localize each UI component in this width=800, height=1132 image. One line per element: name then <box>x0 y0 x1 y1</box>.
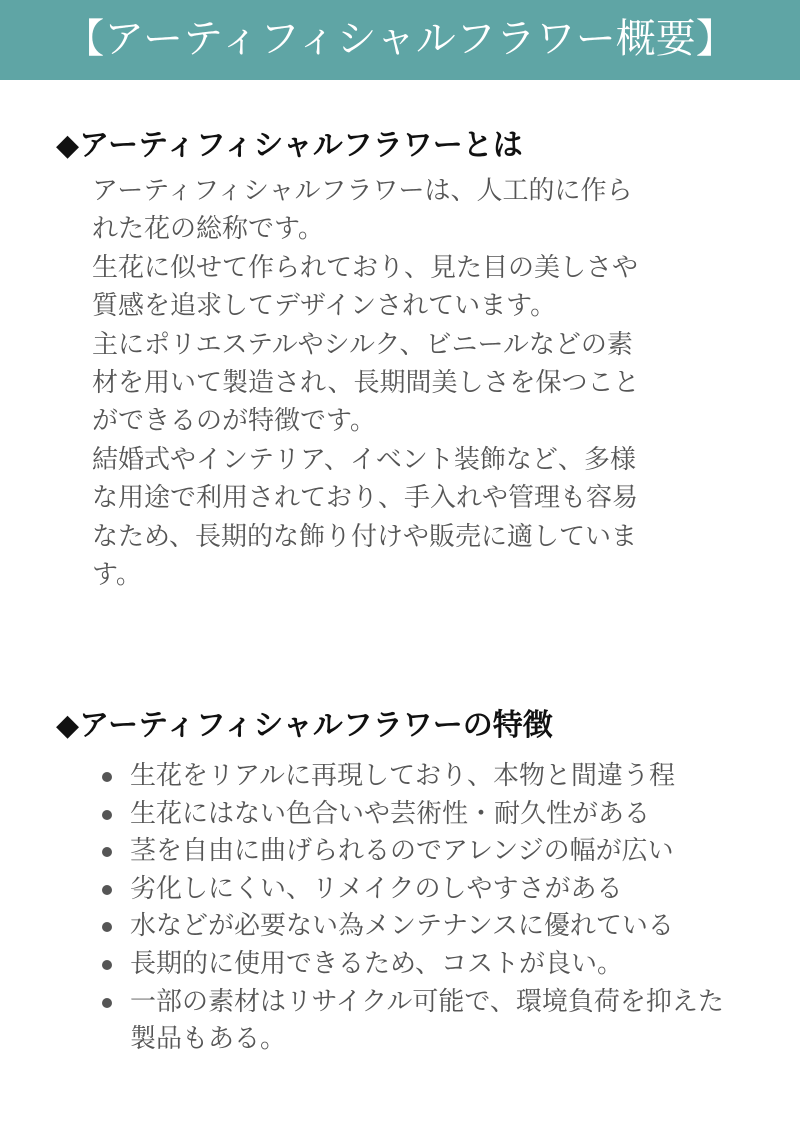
list-item-text: 水などが必要ない為メンテナンスに優れている <box>130 911 674 942</box>
bullet-icon <box>102 847 112 857</box>
list-item <box>100 758 740 796</box>
description-body <box>92 172 652 594</box>
description-paragraph: 主にポリエステルやシルク、ビニールなどの素材を用いて製造され、長期間美しさを保つことができるのが特徴です。 <box>92 329 640 437</box>
list-item <box>100 871 740 909</box>
section-heading-what-is: ◆アーティフィシャルフラワーとは <box>56 128 523 163</box>
page-title: 【アーティフィシャルフラワー概要】 <box>64 16 736 62</box>
bullet-icon <box>102 885 112 895</box>
list-item-text: 劣化しにくい、リメイクのしやすさがある <box>130 873 623 904</box>
bullet-icon <box>102 922 112 932</box>
header-band <box>0 0 800 80</box>
description-paragraph: 生花に似せて作られており、見た目の美しさや質感を追求してデザインされています。 <box>92 252 639 322</box>
list-item-text: 長期的に使用できるため、コストが良い。 <box>130 948 623 979</box>
bullet-icon <box>102 772 112 782</box>
description-paragraph: 結婚式やインテリア、イベント装飾など、多様な用途で利用されており、手入れや管理も容易なため、長期的な飾り付けや販売に適しています。 <box>92 444 639 591</box>
list-item <box>100 833 740 871</box>
description-paragraph: アーティフィシャルフラワーは、人工的に作られた花の総称です。 <box>92 176 633 245</box>
list-item-text: 生花にはない色合いや芸術性・耐久性がある <box>130 798 651 829</box>
list-item <box>100 946 740 984</box>
section-heading-features: ◆アーティフィシャルフラワーの特徴 <box>56 708 553 743</box>
list-item <box>100 984 740 1059</box>
list-item <box>100 796 740 834</box>
bullet-icon <box>102 998 112 1008</box>
list-item-text: 生花をリアルに再現しており、本物と間違う程 <box>130 761 675 791</box>
list-item <box>100 908 740 946</box>
bullet-icon <box>102 960 112 970</box>
list-item-text: 一部の素材はリサイクル可能で、環境負荷を抑えた製品もある。 <box>130 986 724 1055</box>
list-item-text: 茎を自由に曲げられるのでアレンジの幅が広い <box>130 836 674 867</box>
feature-list <box>100 758 740 1059</box>
bullet-icon <box>102 810 112 820</box>
